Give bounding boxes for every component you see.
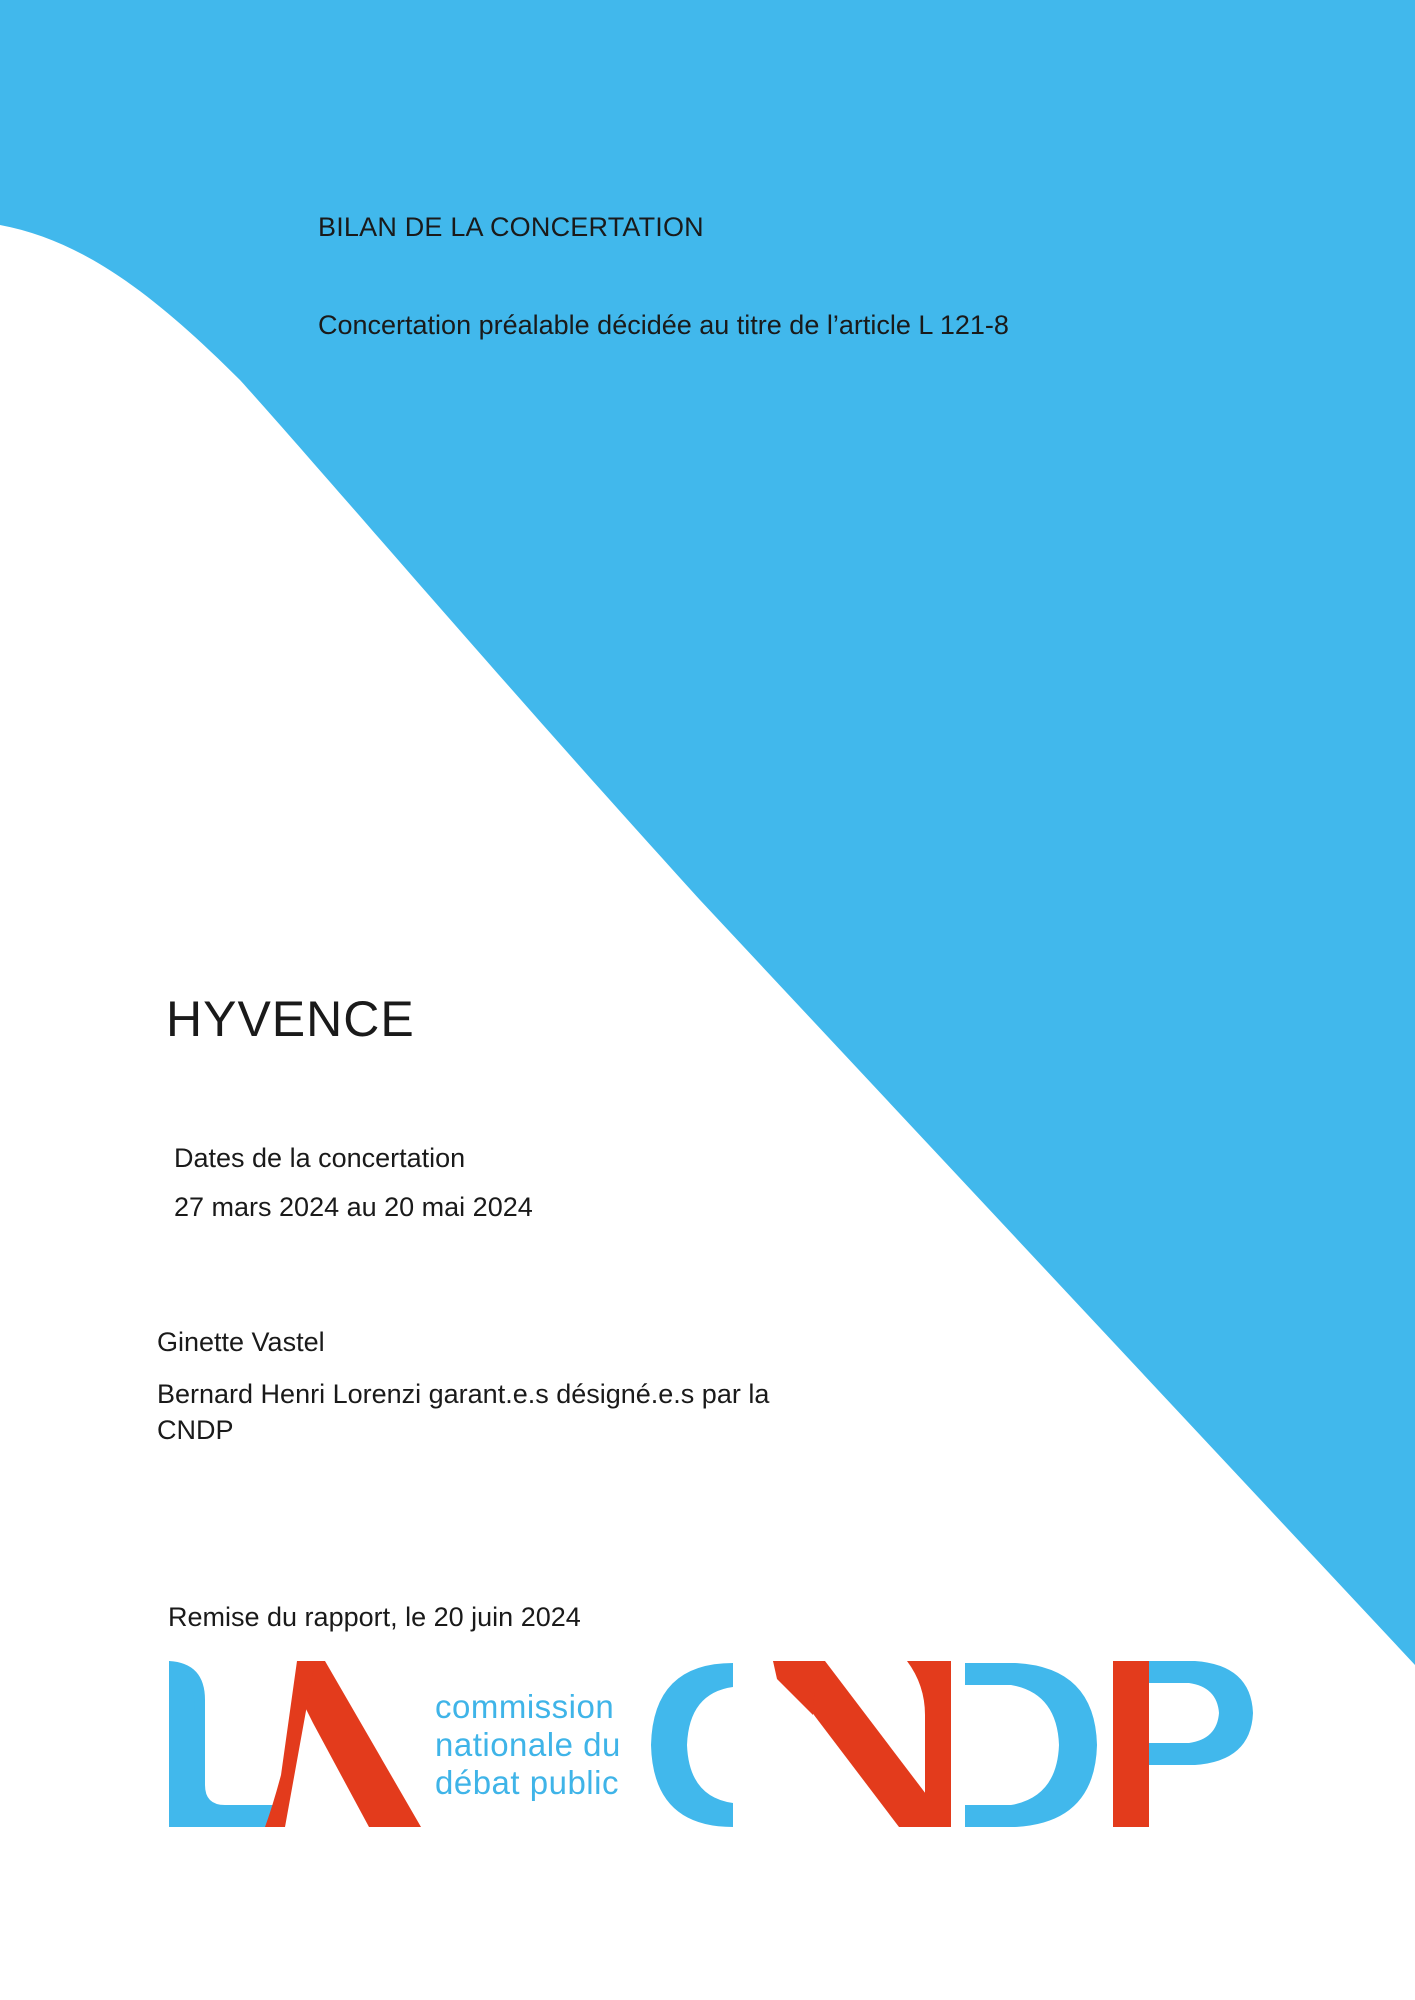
report-delivery-date: Remise du rapport, le 20 juin 2024 [168, 1602, 581, 1632]
logo-tagline [435, 1688, 621, 1802]
logo-letter-a [297, 1661, 421, 1827]
logo-tagline-line: commission [435, 1688, 615, 1725]
garant-designation: Bernard Henri Lorenzi garant.e.s désigné.e.s par la CNDP [157, 1379, 770, 1445]
logo-letter-p [1113, 1661, 1149, 1827]
logo-tagline-line: nationale du [435, 1726, 621, 1763]
logo-letter-c [651, 1663, 733, 1827]
logo-tagline-line: débat public [435, 1764, 619, 1801]
dates-value: 27 mars 2024 au 20 mai 2024 [174, 1192, 533, 1222]
report-subtitle: Concertation préalable décidée au titre de l’article L 121-8 [318, 310, 1009, 340]
cndp-logo [165, 1655, 1255, 1835]
dates-label: Dates de la concertation [174, 1143, 466, 1173]
garant-name: Ginette Vastel [157, 1327, 325, 1357]
logo-letter-d [965, 1663, 1097, 1827]
report-kicker: BILAN DE LA CONCERTATION [318, 212, 704, 242]
project-title: HYVENCE [166, 991, 415, 1047]
